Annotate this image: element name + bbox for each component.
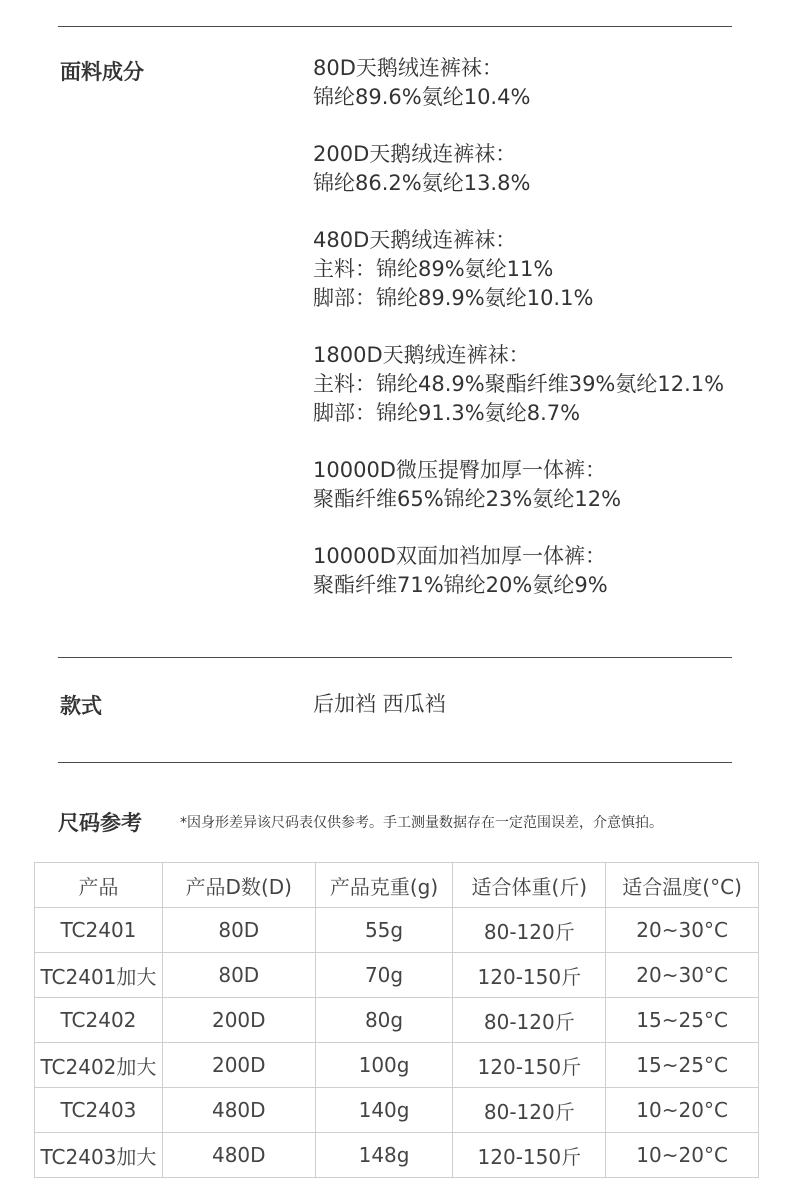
table-cell: 10~20°C [606, 1133, 759, 1178]
size-reference-title: 尺码参考 [58, 811, 142, 835]
table-cell: TC2401加大 [35, 953, 163, 998]
style-divider [58, 762, 732, 763]
table-row [35, 998, 759, 1043]
header-cell-temperature: 适合温度(°C) [606, 863, 759, 908]
table-cell: 120-150斤 [453, 1043, 606, 1088]
composition-line: 主料：锦纶89%氨纶11% [313, 257, 554, 281]
composition-group [313, 226, 753, 313]
table-cell: TC2403 [35, 1088, 163, 1133]
composition-group [313, 341, 753, 428]
table-row [35, 908, 759, 953]
table-cell: 480D [162, 1133, 315, 1178]
table-cell: 15~25°C [606, 1043, 759, 1088]
size-table [34, 862, 759, 1178]
composition-line: 主料：锦纶48.9%聚酯纤维39%氨纶12.1% [313, 372, 725, 396]
header-cell-product: 产品 [35, 863, 163, 908]
table-cell: 80-120斤 [453, 1088, 606, 1133]
composition-line: 10000D双面加裆加厚一体裤： [313, 544, 606, 568]
composition-group [313, 140, 753, 198]
table-cell: 55g [315, 908, 453, 953]
table-cell: 148g [315, 1133, 453, 1178]
table-cell: 480D [162, 1088, 315, 1133]
composition-line: 80D天鹅绒连裤袜： [313, 56, 503, 80]
table-cell: 80-120斤 [453, 908, 606, 953]
table-cell: 80-120斤 [453, 998, 606, 1043]
composition-line: 脚部：锦纶91.3%氨纶8.7% [313, 401, 581, 425]
table-cell: 10~20°C [606, 1088, 759, 1133]
table-row [35, 1133, 759, 1178]
table-cell: 200D [162, 998, 315, 1043]
header-cell-denier: 产品D数(D) [162, 863, 315, 908]
top-divider [58, 26, 732, 27]
header-cell-weight: 产品克重(g) [315, 863, 453, 908]
composition-divider [58, 657, 732, 658]
table-cell: 70g [315, 953, 453, 998]
table-cell: 140g [315, 1088, 453, 1133]
style-label: 款式 [60, 694, 102, 718]
table-cell: 80D [162, 953, 315, 998]
composition-group [313, 542, 753, 600]
composition-line: 聚酯纤维71%锦纶20%氨纶9% [313, 573, 608, 597]
composition-line: 脚部：锦纶89.9%氨纶10.1% [313, 286, 594, 310]
size-table-header-row [35, 863, 759, 908]
size-reference-note: *因身形差异该尺码表仅供参考。手工测量数据存在一定范围误差，介意慎拍。 [180, 815, 663, 831]
header-cell-body-weight: 适合体重(斤) [453, 863, 606, 908]
composition-line: 聚酯纤维65%锦纶23%氨纶12% [313, 487, 622, 511]
composition-line: 10000D微压提臀加厚一体裤： [313, 458, 606, 482]
table-cell: 80g [315, 998, 453, 1043]
style-value: 后加裆 西瓜裆 [313, 692, 446, 716]
table-cell: 20~30°C [606, 908, 759, 953]
table-row [35, 1043, 759, 1088]
table-cell: 20~30°C [606, 953, 759, 998]
table-cell: 15~25°C [606, 998, 759, 1043]
table-cell: 120-150斤 [453, 953, 606, 998]
table-cell: 200D [162, 1043, 315, 1088]
composition-line: 200D天鹅绒连裤袜： [313, 142, 517, 166]
composition-group [313, 54, 753, 112]
table-cell: TC2402 [35, 998, 163, 1043]
composition-label: 面料成分 [60, 60, 144, 84]
composition-list [313, 54, 753, 628]
composition-line: 480D天鹅绒连裤袜： [313, 228, 517, 252]
composition-group [313, 456, 753, 514]
table-cell: TC2402加大 [35, 1043, 163, 1088]
table-cell: 120-150斤 [453, 1133, 606, 1178]
table-row [35, 1088, 759, 1133]
composition-line: 1800D天鹅绒连裤袜： [313, 343, 530, 367]
composition-line: 锦纶89.6%氨纶10.4% [313, 85, 531, 109]
table-cell: TC2401 [35, 908, 163, 953]
table-cell: 80D [162, 908, 315, 953]
composition-line: 锦纶86.2%氨纶13.8% [313, 171, 531, 195]
table-cell: 100g [315, 1043, 453, 1088]
table-cell: TC2403加大 [35, 1133, 163, 1178]
table-row [35, 953, 759, 998]
